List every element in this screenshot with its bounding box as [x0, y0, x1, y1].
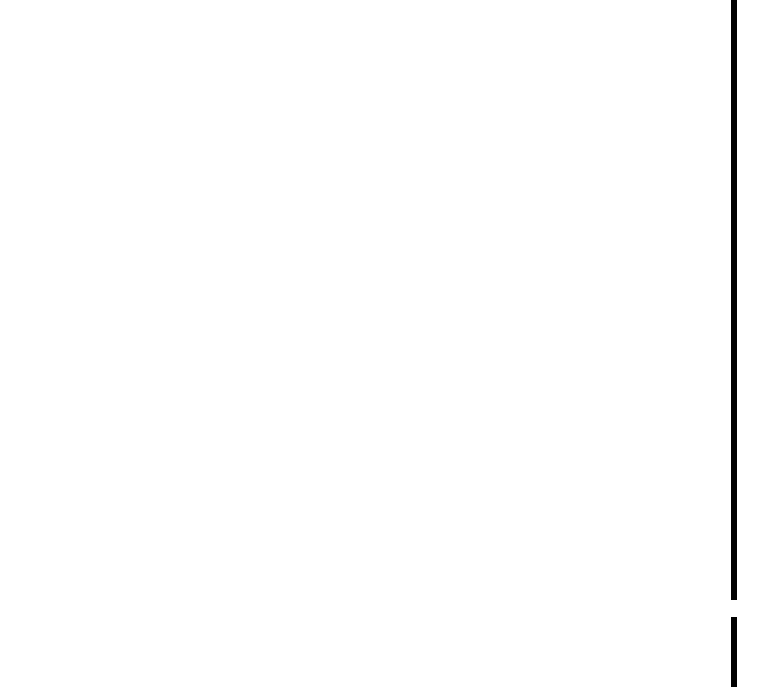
page-break-line [731, 0, 737, 687]
page-break-gap [731, 600, 737, 617]
